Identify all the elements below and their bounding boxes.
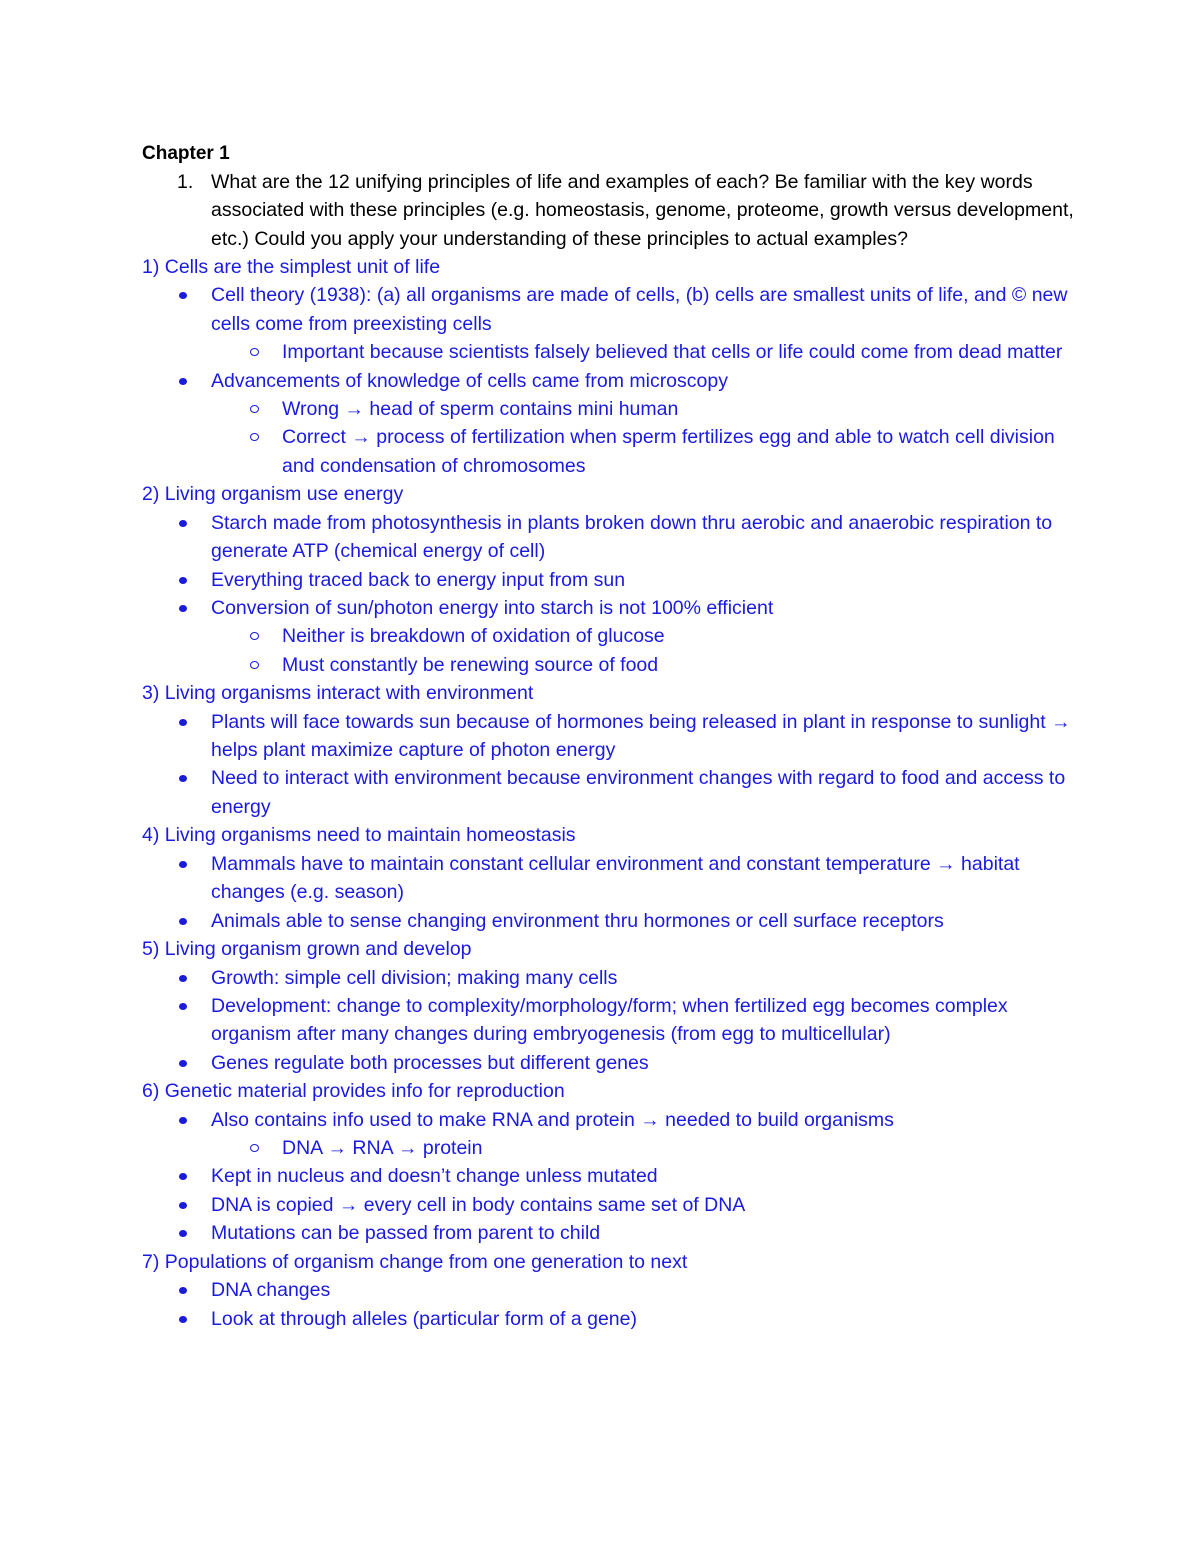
- sub-bullet-item: [142, 651, 1082, 679]
- question-text: What are the 12 unifying principles of life and examples of each? Be familiar with the key words associated with these principles (e.g. homeostasis, genome, proteome, growth versus development, etc.) Could you apply your understanding of these principles to actual examples?: [211, 171, 1074, 250]
- bullet-item: [142, 1305, 1082, 1333]
- sub-bullet-text: DNA → RNA → protein: [282, 1137, 483, 1160]
- bullet-text: Also contains info used to make RNA and protein → needed to build organisms: [211, 1108, 894, 1131]
- filled-bullet-icon: [179, 1003, 187, 1010]
- filled-bullet-icon: [179, 1202, 187, 1209]
- filled-bullet-icon: [179, 719, 187, 726]
- hollow-bullet-icon: [250, 661, 259, 669]
- bullet-item: [142, 1049, 1082, 1077]
- bullet-text: Animals able to sense changing environment thru hormones or cell surface receptors: [211, 909, 944, 932]
- bullet-text: Advancements of knowledge of cells came from microscopy: [211, 369, 728, 392]
- sub-bullet-item: [142, 338, 1082, 366]
- filled-bullet-icon: [179, 520, 187, 527]
- filled-bullet-icon: [179, 577, 187, 584]
- sub-bullet-text: Correct → process of fertilization when sperm fertilizes egg and able to watch cell division and condensation of chromosomes: [282, 426, 1055, 477]
- bullet-item: [142, 1106, 1082, 1134]
- section-title: 2) Living organism use energy: [142, 483, 404, 506]
- bullet-item: [142, 907, 1082, 935]
- document-page: [142, 140, 1082, 1333]
- section-title: 3) Living organisms interact with environment: [142, 682, 534, 705]
- section-title: 7) Populations of organism change from one generation to next: [142, 1250, 688, 1273]
- sub-bullet-item: [142, 395, 1082, 423]
- section-title: 4) Living organisms need to maintain homeostasis: [142, 824, 576, 847]
- sub-bullet-item: [142, 1134, 1082, 1162]
- hollow-bullet-icon: [250, 1144, 259, 1152]
- sub-bullet-text: Must constantly be renewing source of food: [282, 653, 659, 676]
- bullet-item: [142, 509, 1082, 566]
- question-item: [142, 168, 1082, 253]
- bullet-text: Look at through alleles (particular form of a gene): [211, 1307, 637, 1330]
- bullet-text: Genes regulate both processes but different genes: [211, 1051, 649, 1074]
- bullet-text: DNA changes: [211, 1279, 331, 1302]
- notes-list: [142, 253, 1082, 1333]
- sub-bullet-item: [142, 423, 1082, 480]
- section-title: 1) Cells are the simplest unit of life: [142, 255, 441, 278]
- sub-bullet-text: Neither is breakdown of oxidation of glucose: [282, 625, 665, 648]
- sub-bullet-item: [142, 622, 1082, 650]
- bullet-text: Mutations can be passed from parent to child: [211, 1222, 601, 1245]
- bullet-text: Mammals have to maintain constant cellular environment and constant temperature → habitat changes (e.g. season): [211, 852, 1020, 904]
- bullet-item: [142, 850, 1082, 907]
- bullet-text: DNA is copied → every cell in body contains same set of DNA: [211, 1193, 746, 1216]
- bullet-text: Starch made from photosynthesis in plants broken down thru aerobic and anaerobic respiration to generate ATP (chemical energy of cell): [211, 511, 1053, 563]
- bullet-item: [142, 1162, 1082, 1190]
- hollow-bullet-icon: [250, 632, 259, 640]
- bullet-text: Development: change to complexity/morphology/form; when fertilized egg becomes complex organism after many changes during embryogenesis (from egg to multicellular): [211, 994, 1008, 1046]
- bullet-text: Growth: simple cell division; making many cells: [211, 966, 618, 989]
- bullet-text: Everything traced back to energy input from sun: [211, 568, 626, 591]
- bullet-text: Need to interact with environment because environment changes with regard to food and access to energy: [211, 767, 1066, 818]
- bullet-text: Kept in nucleus and doesn’t change unless mutated: [211, 1165, 658, 1188]
- chapter-heading: Chapter 1: [142, 143, 230, 164]
- filled-bullet-icon: [179, 292, 187, 299]
- hollow-bullet-icon: [250, 405, 259, 413]
- bullet-item: [142, 367, 1082, 395]
- hollow-bullet-icon: [250, 433, 259, 441]
- filled-bullet-icon: [179, 605, 187, 612]
- question-number: 1.: [177, 171, 194, 193]
- filled-bullet-icon: [179, 861, 187, 868]
- bullet-item: [142, 566, 1082, 594]
- filled-bullet-icon: [179, 918, 187, 925]
- bullet-item: [142, 594, 1082, 622]
- filled-bullet-icon: [179, 1117, 187, 1124]
- filled-bullet-icon: [179, 1287, 187, 1294]
- section-title: 5) Living organism grown and develop: [142, 938, 472, 961]
- filled-bullet-icon: [179, 1230, 187, 1237]
- hollow-bullet-icon: [250, 348, 259, 356]
- section-title: 6) Genetic material provides info for reproduction: [142, 1080, 565, 1103]
- bullet-item: [142, 992, 1082, 1049]
- bullet-text: Conversion of sun/photon energy into starch is not 100% efficient: [211, 596, 774, 619]
- bullet-item: [142, 1191, 1082, 1219]
- filled-bullet-icon: [179, 1060, 187, 1067]
- bullet-item: [142, 964, 1082, 992]
- sub-bullet-text: Important because scientists falsely believed that cells or life could come from dead matter: [282, 341, 1063, 364]
- filled-bullet-icon: [179, 975, 187, 982]
- filled-bullet-icon: [179, 1316, 187, 1323]
- bullet-item: [142, 708, 1082, 765]
- sub-bullet-text: Wrong → head of sperm contains mini human: [282, 398, 679, 421]
- bullet-item: [142, 1219, 1082, 1247]
- bullet-item: [142, 764, 1082, 821]
- bullet-text: Cell theory (1938): (a) all organisms are made of cells, (b) cells are smallest units of life, and © new cells come from preexisting cells: [211, 284, 1068, 335]
- bullet-item: [142, 281, 1082, 338]
- bullet-text: Plants will face towards sun because of hormones being released in plant in response to sunlight → helps plant maximize capture of photon energy: [211, 710, 1071, 762]
- filled-bullet-icon: [179, 775, 187, 782]
- bullet-item: [142, 1276, 1082, 1304]
- filled-bullet-icon: [179, 378, 187, 385]
- filled-bullet-icon: [179, 1173, 187, 1180]
